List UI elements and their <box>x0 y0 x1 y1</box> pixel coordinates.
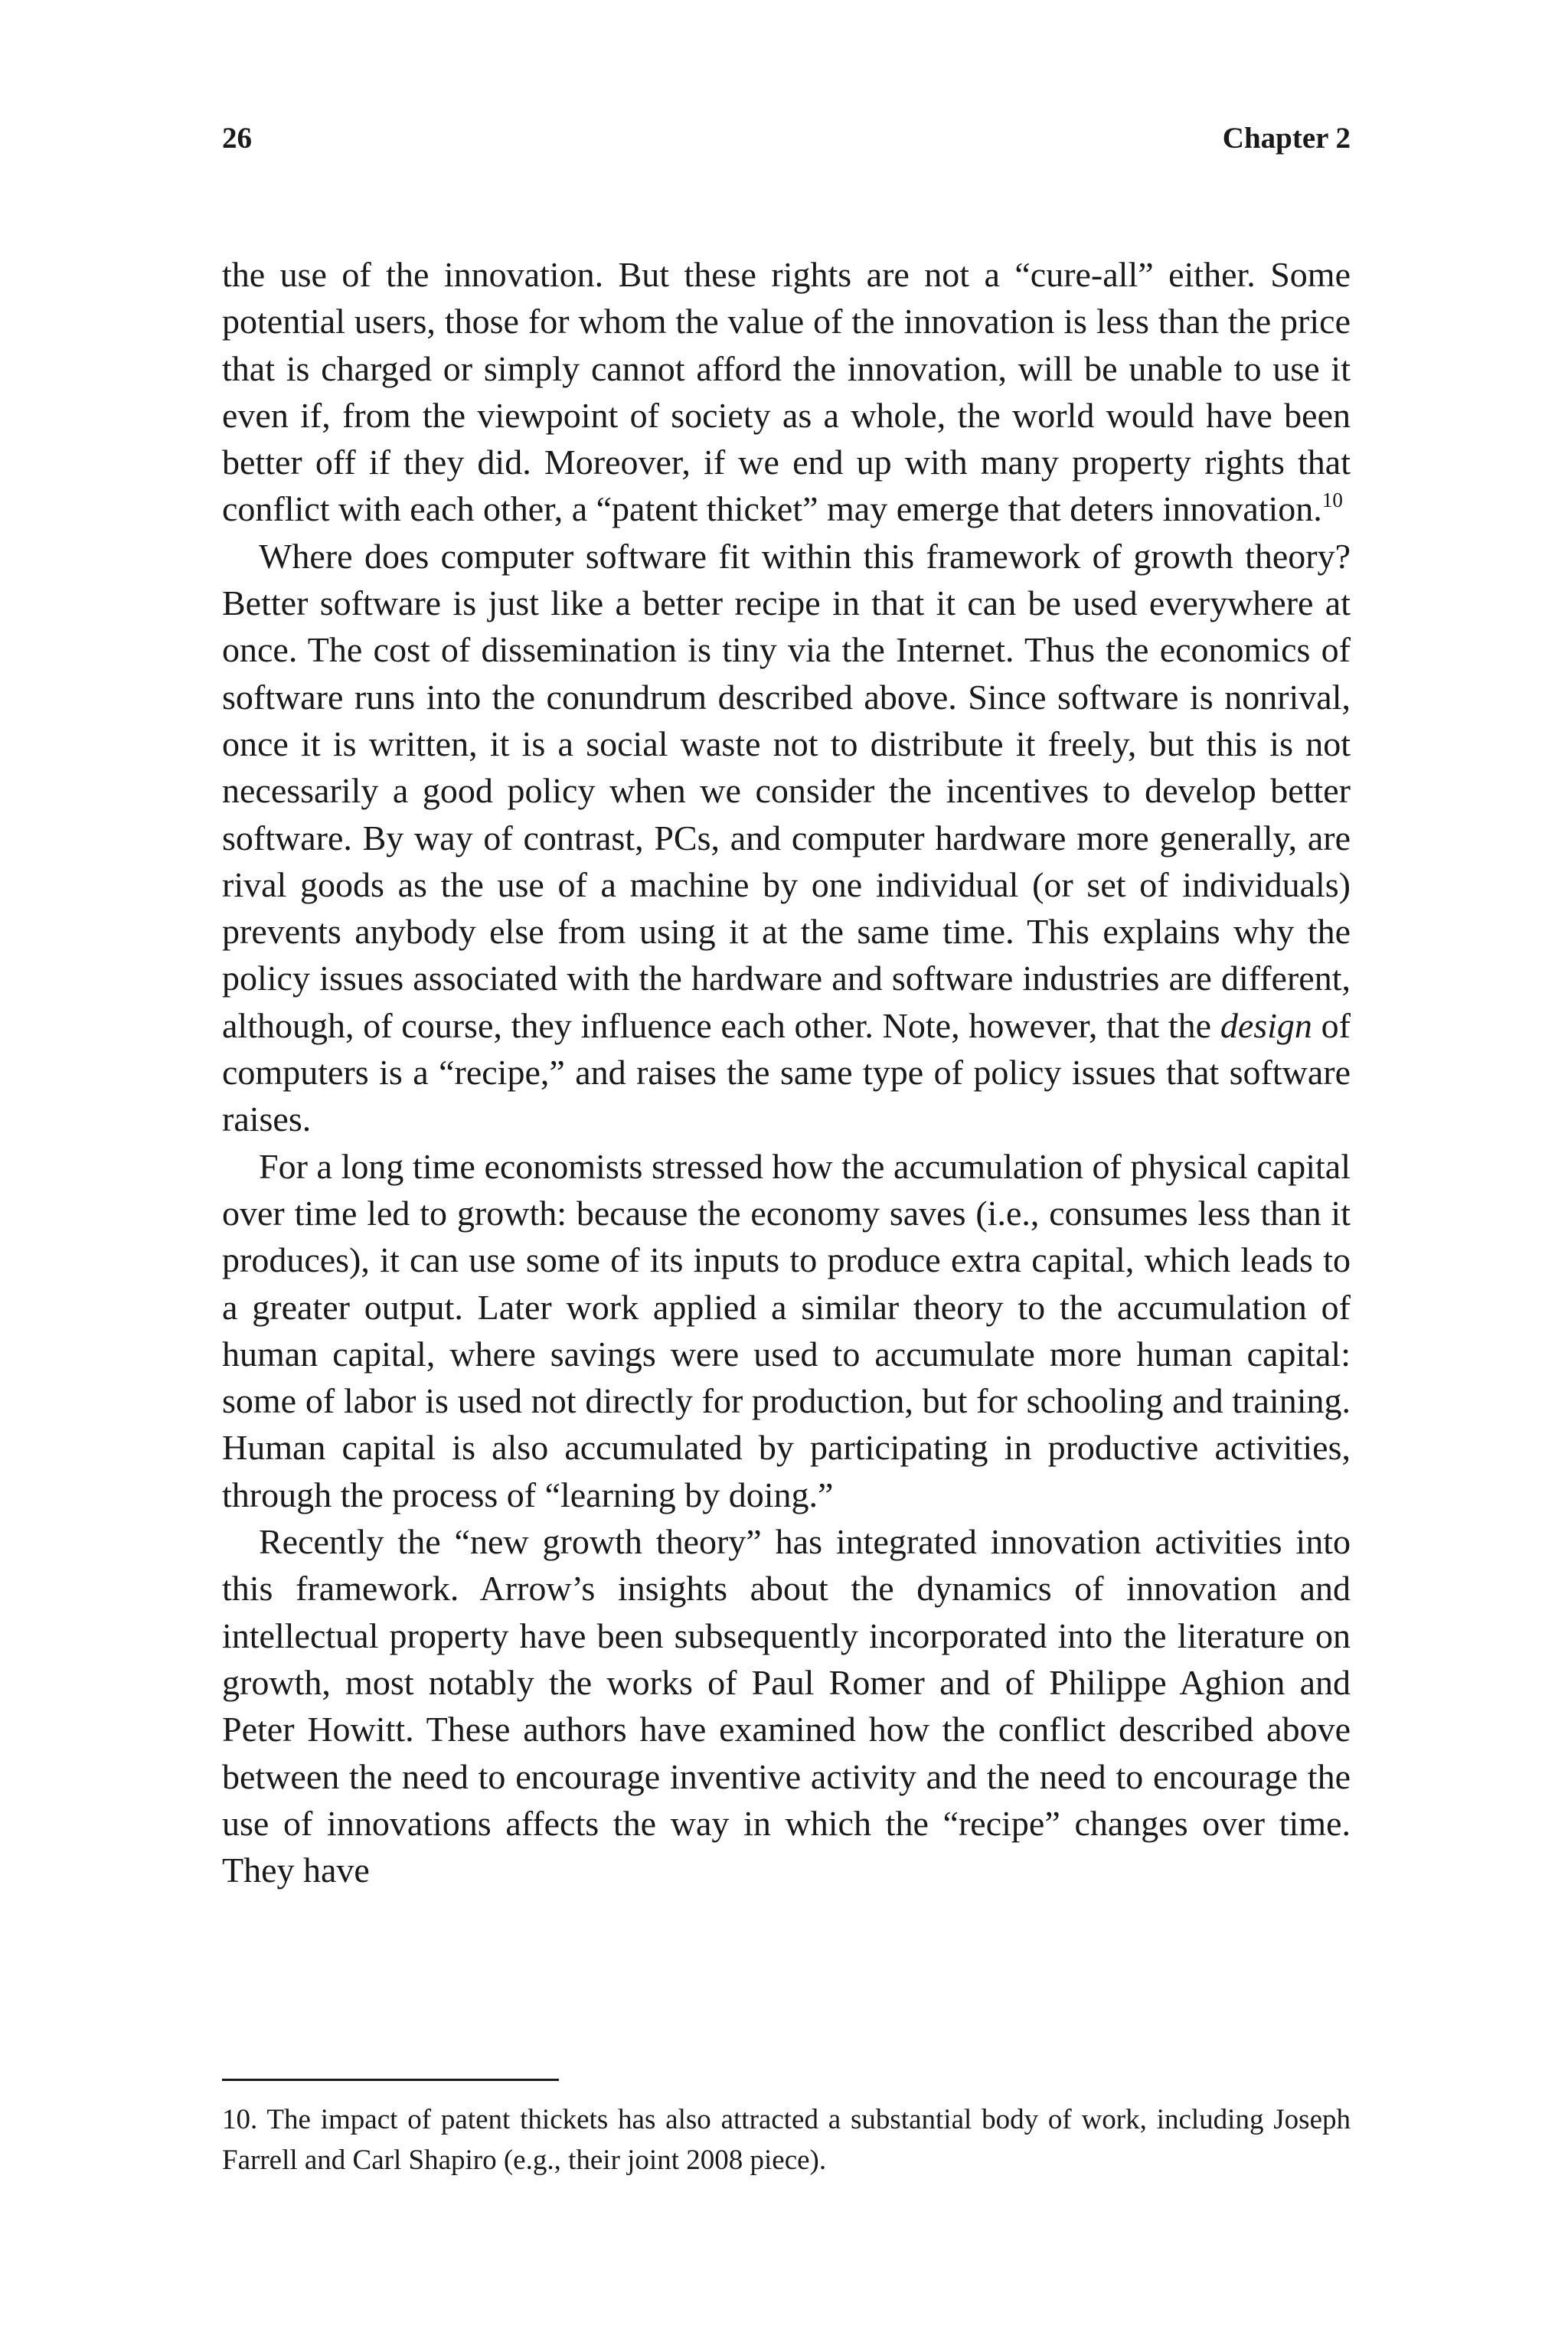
paragraph-2 <box>222 533 1351 1143</box>
running-head <box>222 121 1351 167</box>
paragraph-2-text-before: Where does computer software fit within this framework of growth theory? Better software is just like a better recipe in that it can be used everywhere at once. The cost of dissemination is tiny via the Internet. Thus the economics of software runs into the conundrum described above. Since software is nonrival, once it is written, it is a social waste not to distribute it freely, but this is not necessarily a good policy when we consider the incentives to develop better software. By way of contrast, PCs, and computer hardware more generally, are rival goods as the use of a machine by one individual (or set of individuals) prevents anybody else from using it at the same time. This explains why the policy issues associated with the hardware and software industries are different, although, of course, they influence each other. Note, however, that the <box>222 536 1351 1045</box>
footnote-10: 10. The impact of patent thickets has also attracted a substantial body of work, including Joseph Farrell and Carl Shapiro (e.g., their joint 2008 piece). <box>222 2104 1351 2176</box>
body-text <box>222 251 1351 1893</box>
chapter-label: Chapter 2 <box>1222 122 1351 155</box>
page-number: 26 <box>222 122 252 155</box>
footnote-reference-10: 10 <box>1321 488 1343 512</box>
paragraph-1-text: the use of the innovation. But these rights are not a “cure-all” either. Some potential users, those for whom the value of the innovation is less than the price that is charged or simply cannot afford the innovation, will be unable to use it even if, from the viewpoint of society as a whole, the world would have been better off if they did. Moreover, if we end up with many property rights that conflict with each other, a “patent thicket” may emerge that deters innovation. <box>222 255 1351 529</box>
paragraph-3: For a long time economists stressed how the accumulation of physical capital over time led to growth: because the economy saves (i.e., consumes less than it produces), it can use some of its inputs to produce extra capital, which leads to a greater output. Later work applied a similar theory to the accumulation of human capital, where savings were used to accumulate more human capital: some of labor is used not directly for production, but for schooling and training. Human capital is also accumulated by participating in productive activities, through the process of “learning by doing.” <box>222 1146 1351 1514</box>
footnote-divider <box>222 2079 559 2081</box>
paragraph-4: Recently the “new growth theory” has integrated innovation activities into this framework. Arrow’s insights about the dynamics of innovation and intellectual property have been subsequently incorporated into the literature on growth, most notably the works of Paul Romer and of Philippe Aghion and Peter Howitt. These authors have examined how the conflict described above between the need to encourage inventive activity and the need to encourage the use of innovations affects the way in which the “recipe” changes over time. They have <box>222 1522 1351 1890</box>
paragraph-1 <box>222 251 1351 533</box>
paragraph-2-emphasis: design <box>1220 1005 1312 1045</box>
paragraph-2-text-after: of computers is a “recipe,” and raises the same type of policy issues that software raises. <box>222 1005 1351 1139</box>
